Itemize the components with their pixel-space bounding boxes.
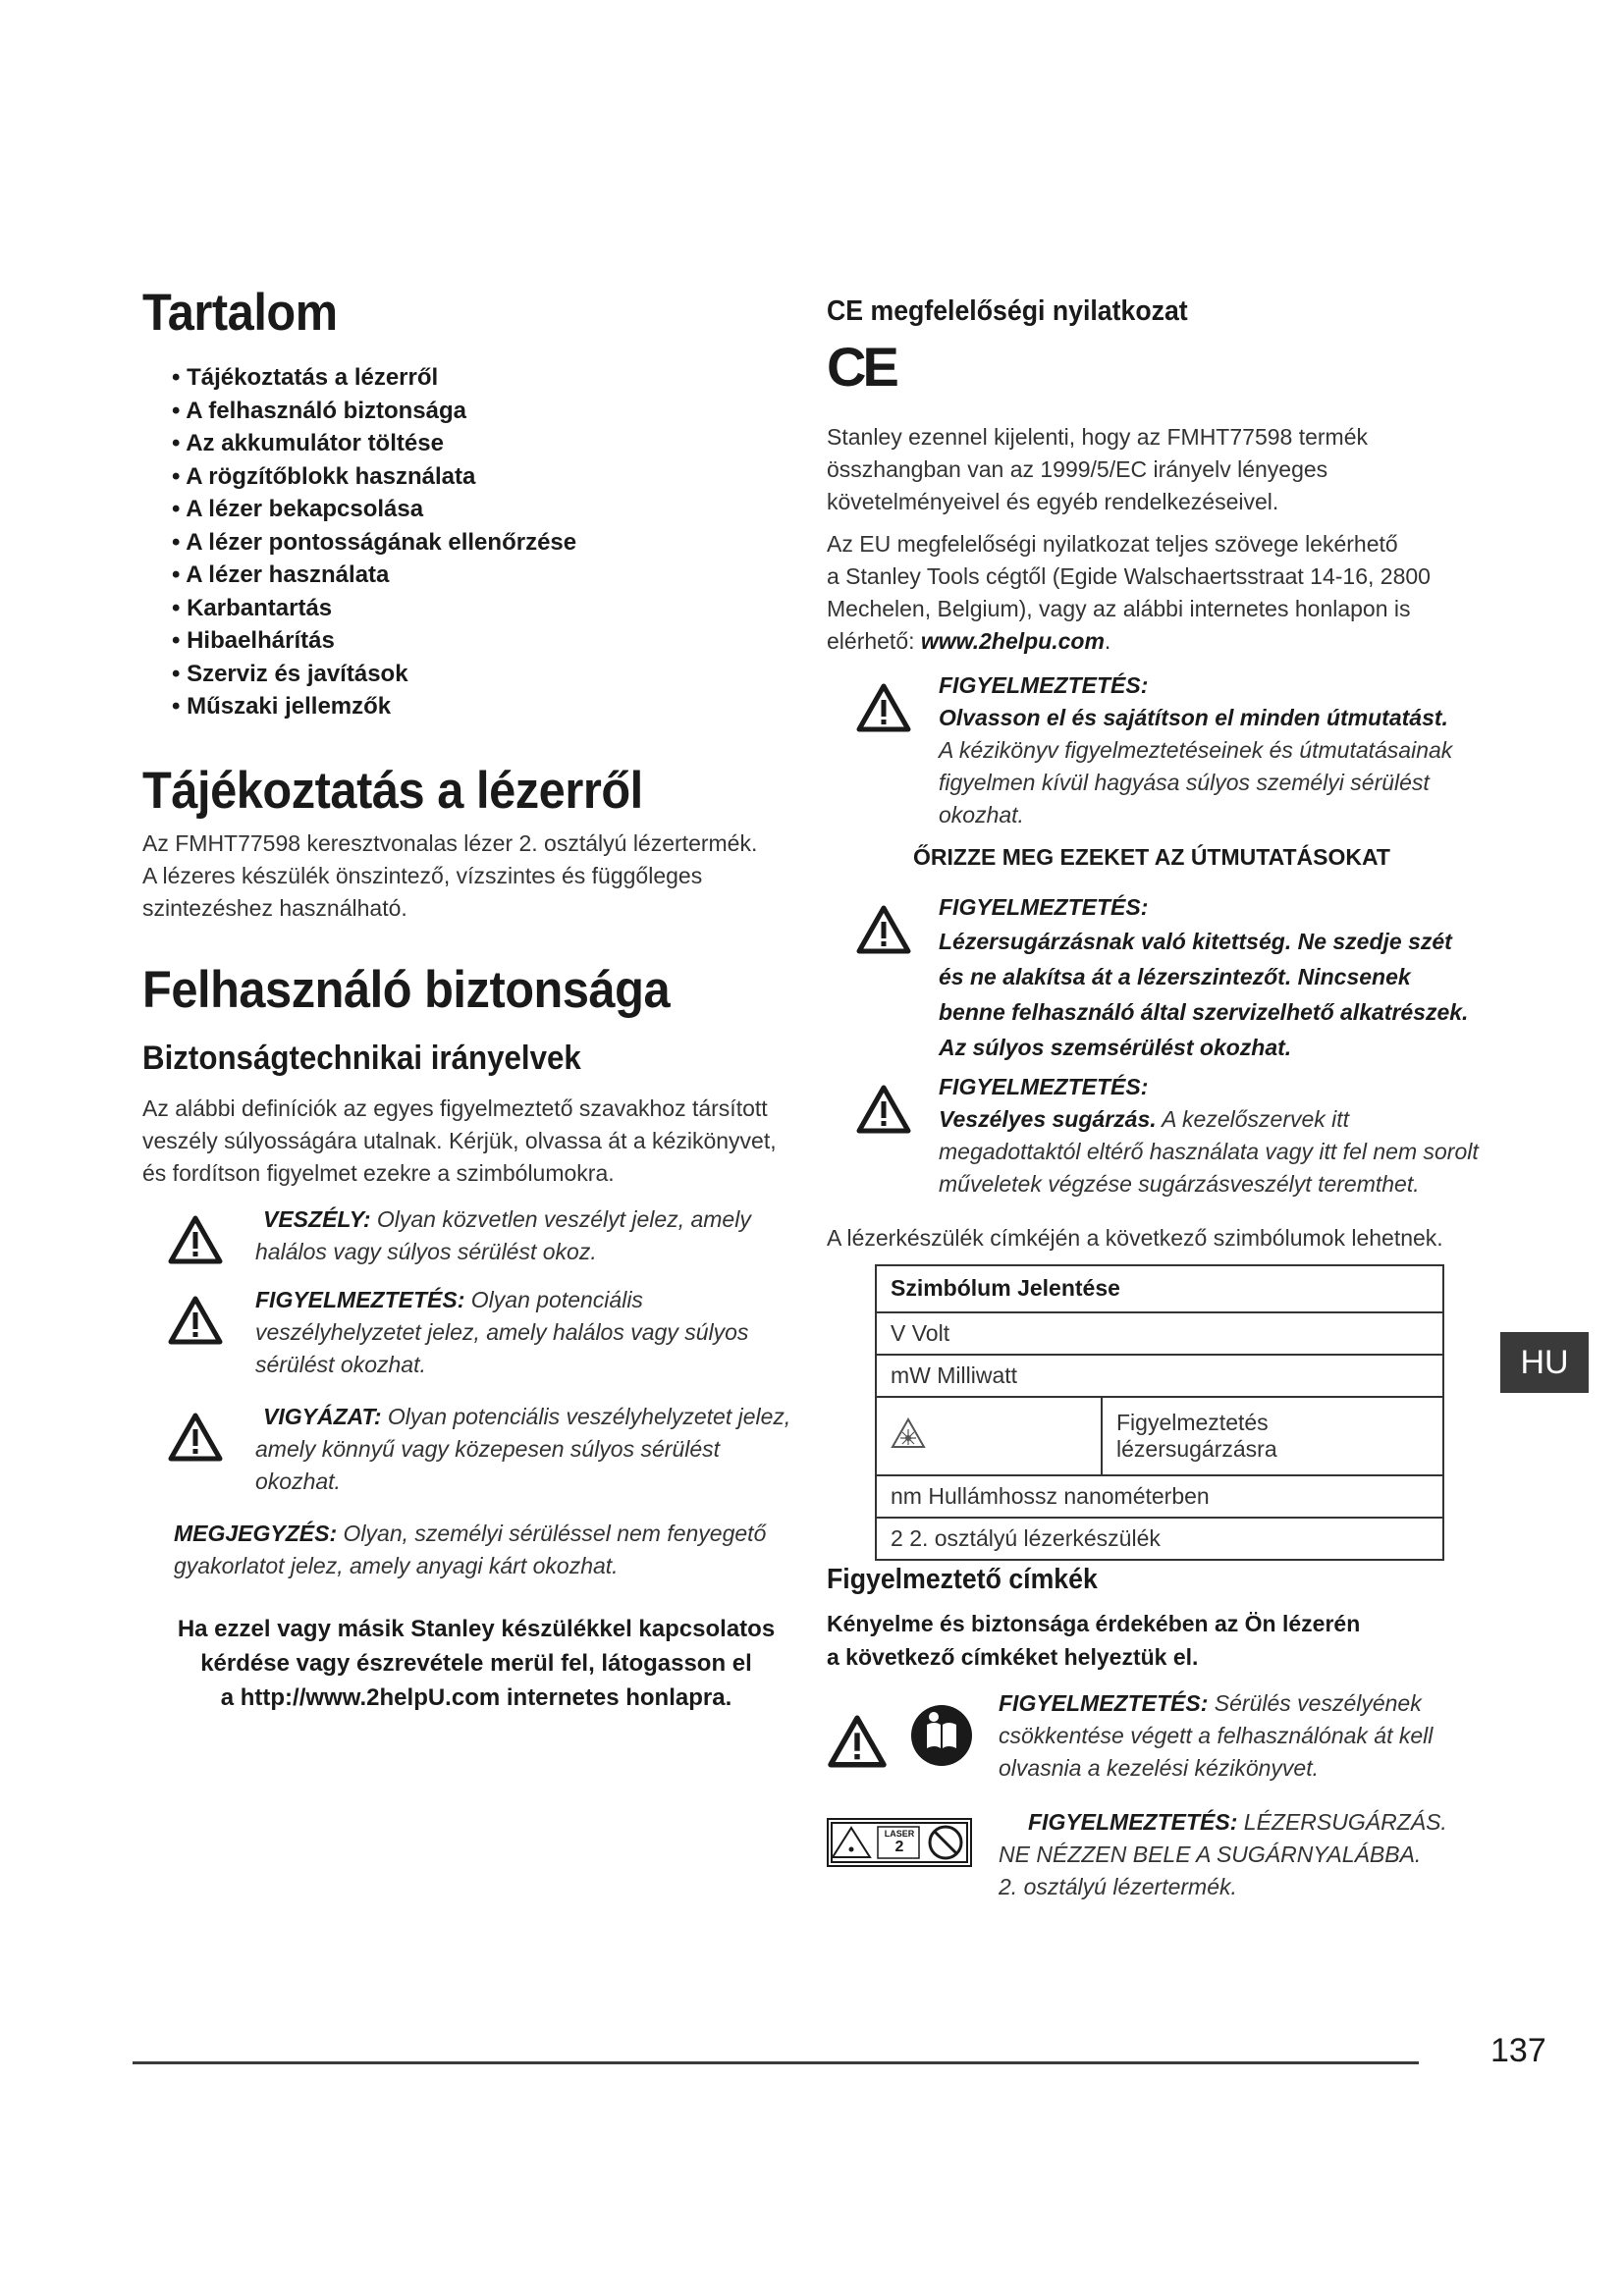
warning-bold-text: Lézersugárzásnak való kitettség. Ne szedje szét xyxy=(939,928,1452,954)
warning-text: A kezelőszervek itt xyxy=(1156,1105,1350,1132)
labels-intro-line: a következő címkéket helyeztük el. xyxy=(827,1643,1199,1670)
label1-text: olvasnia a kezelési kézikönyvet. xyxy=(999,1754,1319,1781)
warning-triangle-icon xyxy=(856,1085,911,1134)
laser-badge-top: LASER xyxy=(884,1828,915,1839)
danger-text: Olyan közvetlen veszélyt jelez, amely xyxy=(370,1206,751,1233)
warning-head: FIGYELMEZTETÉS: xyxy=(939,893,1149,920)
symbols-intro: A lézerkészülék címkéjén a következő szimbólumok lehetnek. xyxy=(827,1224,1443,1251)
danger-block xyxy=(142,1203,810,1268)
laser-class-badge-icon xyxy=(827,1818,972,1872)
ce-line: Az EU megfelelőségi nyilatkozat teljes szövege lekérhető xyxy=(827,530,1398,557)
table-header-col2: Jelentése xyxy=(1017,1275,1120,1302)
table-row xyxy=(876,1518,1443,1560)
label2-text: 2. osztályú lézertermék. xyxy=(999,1873,1237,1899)
label1-text: csökkentése végett a felhasználónak át kell xyxy=(999,1722,1434,1748)
warning-text: okozhat. xyxy=(939,801,1024,828)
contact-line: kérdése vagy észrevétele merül fel, látogasson el xyxy=(200,1650,752,1678)
table-cell-meaning: Milliwatt xyxy=(937,1362,1018,1388)
read-manual-icon xyxy=(909,1703,974,1773)
safety-intro xyxy=(142,1093,810,1190)
safety-intro-line: Az alábbi definíciók az egyes figyelmeztető szavakhoz társított xyxy=(142,1095,768,1122)
toc-item: • Hibaelhárítás xyxy=(172,624,810,658)
caution-block xyxy=(142,1401,810,1498)
label2-text: LÉZERSUGÁRZÁS. xyxy=(1237,1808,1447,1835)
table-cell-symbol: nm xyxy=(891,1482,922,1509)
ce-mark: CE xyxy=(827,335,895,398)
table-cell-meaning: Hullámhossz nanométerben xyxy=(928,1482,1210,1509)
safety-intro-line: veszély súlyosságára utalnak. Kérjük, olvassa át a kézikönyvet, xyxy=(142,1128,777,1154)
table-cell-symbol: V xyxy=(891,1319,906,1346)
warning-triangle-icon xyxy=(168,1215,223,1264)
ce-line: Mechelen, Belgium), vagy az alábbi internetes honlapon is xyxy=(827,595,1411,621)
ce-line: . xyxy=(1104,627,1111,654)
toc-list xyxy=(142,361,810,723)
caution-text: Olyan potenciális veszélyhelyzetet jelez, xyxy=(381,1404,791,1430)
label2-text: NE NÉZZEN BELE A SUGÁRNYALÁBBA. xyxy=(999,1841,1422,1867)
about-line: szintezéshez használható. xyxy=(142,895,407,922)
toc-item: • Szerviz és javítások xyxy=(172,658,810,691)
warning-block-1 xyxy=(827,669,1494,831)
symbols-table-wrap xyxy=(827,1264,1494,1559)
table-cell-symbol xyxy=(876,1397,1102,1475)
about-text xyxy=(142,828,810,925)
warning-bold-text: Veszélyes sugárzás. xyxy=(939,1105,1157,1132)
about-title: Tájékoztatás a lézerről xyxy=(142,761,643,820)
warning-triangle-icon xyxy=(168,1296,223,1345)
toc-item: • A lézer használata xyxy=(172,559,810,592)
about-line: A lézeres készülék önszintező, vízszintes és függőleges xyxy=(142,863,703,889)
safety-intro-line: és fordítson figyelmet ezekre a szimbólumokra. xyxy=(142,1160,615,1187)
table-row xyxy=(876,1397,1443,1475)
table-cell-meaning xyxy=(1102,1397,1443,1475)
warning-text: figyelmen kívül hagyása súlyos személyi sérülést xyxy=(939,769,1430,795)
contact-line: Ha ezzel vagy másik Stanley készülékkel kapcsolatos xyxy=(177,1616,776,1643)
danger-label: VESZÉLY: xyxy=(263,1206,371,1233)
toc-item: • A felhasználó biztonsága xyxy=(172,395,810,428)
table-header-col1: Szimbólum xyxy=(891,1275,1011,1302)
danger-text: halálos vagy súlyos sérülést okoz. xyxy=(255,1239,597,1265)
toc-item: • Tájékoztatás a lézerről xyxy=(172,361,810,395)
label-block-2 xyxy=(827,1806,1494,1903)
ce-url-link[interactable]: www.2helpu.com xyxy=(920,627,1105,654)
ce-line: elérhető: xyxy=(827,627,921,654)
table-cell-symbol: mW xyxy=(891,1362,931,1388)
toc-item: • A lézer pontosságának ellenőrzése xyxy=(172,526,810,560)
ce-line: Stanley ezennel kijelenti, hogy az FMHT77598 termék xyxy=(827,423,1369,450)
ce-line: a Stanley Tools cégtől (Egide Walschaertsstraat 14-16, 2800 xyxy=(827,562,1431,589)
about-line: Az FMHT77598 keresztvonalas lézer 2. osztályú lézertermék. xyxy=(142,830,758,857)
ce-line: követelményeivel és egyéb rendelkezéseivel. xyxy=(827,488,1279,514)
caution-text: okozhat. xyxy=(255,1468,341,1495)
safety-subtitle: Biztonságtechnikai irányelvek xyxy=(142,1040,581,1078)
warning-text: sérülést okozhat. xyxy=(255,1352,426,1378)
warning-bold-text: és ne alakítsa át a lézerszintezőt. Nincsenek xyxy=(939,963,1411,989)
table-row xyxy=(876,1312,1443,1355)
warning-text: műveletek végzése sugárzásveszélyt teremthet. xyxy=(939,1170,1420,1197)
toc-item: • Az akkumulátor töltése xyxy=(172,427,810,460)
warning-triangle-icon xyxy=(856,905,911,954)
warning-bold-text: Az súlyos szemsérülést okozhat. xyxy=(939,1034,1292,1060)
label1-head: FIGYELMEZTETÉS: xyxy=(999,1689,1209,1716)
footer-divider xyxy=(133,2061,1419,2064)
note-block xyxy=(142,1518,810,1582)
label-block-1 xyxy=(827,1687,1494,1785)
keep-instructions: ŐRIZZE MEG EZEKET AZ ÚTMUTATÁSOKAT xyxy=(913,843,1390,870)
toc-item: • A lézer bekapcsolása xyxy=(172,493,810,526)
caution-label: VIGYÁZAT: xyxy=(263,1404,382,1430)
warning-label: FIGYELMEZTETÉS: xyxy=(255,1287,465,1313)
labels-intro xyxy=(827,1607,1494,1674)
table-cell-meaning-line: lézersugárzásra xyxy=(1116,1435,1277,1462)
contact-line: a http://www.2helpU.com internetes honlapra. xyxy=(220,1684,732,1712)
warning-head: FIGYELMEZTETÉS: xyxy=(939,671,1149,698)
table-row xyxy=(876,1475,1443,1518)
left-column xyxy=(142,285,810,1715)
page-number: 137 xyxy=(1490,2032,1546,2069)
table-cell-meaning: Volt xyxy=(911,1319,950,1346)
warning-text: Olyan potenciális xyxy=(464,1287,643,1313)
note-label: MEGJEGYZÉS: xyxy=(174,1521,338,1547)
ce-title: CE megfelelőségi nyilatkozat xyxy=(827,295,1188,327)
warning-text: megadottaktól eltérő használata vagy itt fel nem sorolt xyxy=(939,1138,1479,1164)
language-badge: HU xyxy=(1500,1332,1589,1393)
note-text: Olyan, személyi sérüléssel nem fenyegető xyxy=(337,1521,767,1547)
safety-title: Felhasználó biztonsága xyxy=(142,961,671,1020)
labels-title: Figyelmeztető címkék xyxy=(827,1563,1098,1595)
warning-text: A kézikönyv figyelmeztetéseinek és útmutatásainak xyxy=(939,736,1453,763)
label2-head: FIGYELMEZTETÉS: xyxy=(1028,1808,1238,1835)
warning-head: FIGYELMEZTETÉS: xyxy=(939,1073,1149,1099)
warning-bold-text: benne felhasználó által szervizelhető alkatrészek. xyxy=(939,998,1469,1025)
labels-intro-line: Kényelme és biztonsága érdekében az Ön lézerén xyxy=(827,1610,1361,1636)
laser-warning-icon xyxy=(891,1428,926,1454)
contact-block xyxy=(142,1612,810,1715)
warning-triangle-icon xyxy=(856,683,911,732)
table-cell-symbol: 2 xyxy=(891,1524,903,1551)
laser-badge-num: 2 xyxy=(894,1838,904,1855)
warning-block-2 xyxy=(827,891,1494,1065)
warning-triangle-icon xyxy=(827,1715,888,1773)
table-header-cell xyxy=(876,1265,1443,1312)
table-row xyxy=(876,1355,1443,1397)
warning-text: veszélyhelyzetet jelez, amely halálos vagy súlyos xyxy=(255,1319,749,1346)
table-header-row xyxy=(876,1265,1443,1312)
toc-title: Tartalom xyxy=(142,284,338,342)
right-column xyxy=(827,294,1494,1903)
toc-item: • Karbantartás xyxy=(172,592,810,625)
warning-triangle-icon xyxy=(168,1413,223,1462)
caution-text: amely könnyű vagy közepesen súlyos sérülést xyxy=(255,1436,721,1463)
table-cell-meaning-line: Figyelmeztetés xyxy=(1116,1409,1269,1435)
label1-text: Sérülés veszélyének xyxy=(1208,1689,1422,1716)
table-cell-meaning: 2. osztályú lézerkészülék xyxy=(909,1524,1161,1551)
toc-item: • A rögzítőblokk használata xyxy=(172,460,810,494)
symbols-table xyxy=(875,1264,1444,1561)
ce-line: összhangban van az 1999/5/EC irányelv lényeges xyxy=(827,455,1328,482)
warning-bold-text: Olvasson el és sajátítson el minden útmutatást. xyxy=(939,704,1448,730)
ce-para2 xyxy=(827,528,1494,658)
warning-block xyxy=(142,1284,810,1381)
warning-block-3 xyxy=(827,1071,1494,1201)
note-text: gyakorlatot jelez, amely anyagi kárt okozhat. xyxy=(174,1553,619,1579)
ce-para1 xyxy=(827,421,1494,518)
toc-item: • Műszaki jellemzők xyxy=(172,690,810,723)
